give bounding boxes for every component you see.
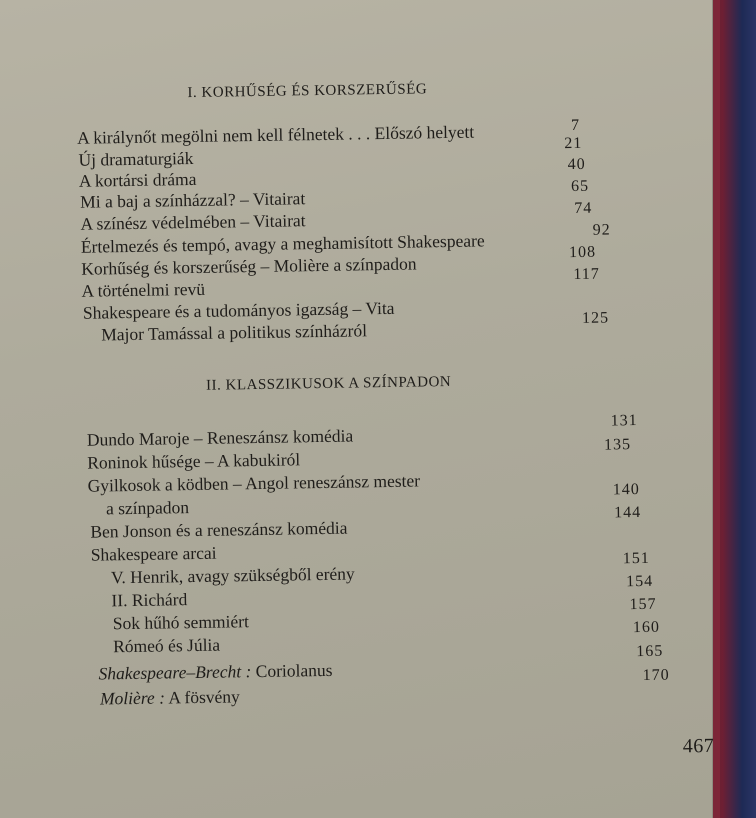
toc-entry: A kortársi dráma <box>78 168 197 191</box>
section-title: I. KORHŰSÉG ÉS KORSZERŰSÉG <box>187 81 428 102</box>
toc-entry: Shakespeare és a tudományos igazság – Vita <box>82 297 395 323</box>
toc-entry: A történelmi revü <box>81 278 206 301</box>
toc-entry: Gyilkosok a ködben – Angol reneszánsz mester <box>87 470 421 496</box>
toc-page: 144 <box>613 503 642 522</box>
toc-entry: Új dramaturgiák <box>78 147 194 170</box>
page-number: 467 <box>682 734 715 758</box>
section-title: II. KLASSZIKUSOK A SZÍNPADON <box>205 373 452 394</box>
toc-entry: Rómeó és Júlia <box>113 634 221 657</box>
toc-entry <box>98 659 333 684</box>
toc-entry: V. Henrik, avagy szükségből erény <box>110 563 355 588</box>
toc-page: 125 <box>581 309 610 327</box>
toc-entry: Mi a baj a színházzal? – Vitairat <box>80 188 306 212</box>
toc-entry: Dundo Maroje – Reneszánsz komédia <box>86 425 354 450</box>
toc-page: 140 <box>612 481 640 499</box>
toc-entry: a színpadon <box>105 497 190 519</box>
toc-author: Shakespeare–Brecht : <box>98 661 252 684</box>
toc-entry: Sok hűhó semmiért <box>112 611 250 634</box>
toc-title: Coriolanus <box>255 659 333 682</box>
toc-entry: A színész védelmében – Vitairat <box>80 210 306 234</box>
toc-entry <box>100 688 240 708</box>
toc-page: 7 <box>570 116 581 135</box>
toc-page: 40 <box>567 155 586 174</box>
toc-page: 21 <box>564 134 583 153</box>
toc-page: 154 <box>626 572 654 591</box>
toc-page: 151 <box>622 549 650 568</box>
toc-page: 135 <box>603 436 632 454</box>
toc-author: Molière : <box>99 687 166 709</box>
toc-page: 131 <box>610 412 638 430</box>
toc-entry: II. Richárd <box>111 589 188 611</box>
toc-page: 92 <box>592 221 611 239</box>
toc-title: A fösvény <box>168 686 240 708</box>
toc-entry: Roninok hűsége – A kabukiról <box>87 449 301 473</box>
toc-page: 170 <box>642 666 670 684</box>
toc-entry: Shakespeare arcai <box>90 542 217 565</box>
toc-page: 157 <box>629 595 657 614</box>
toc-page: 74 <box>574 199 593 218</box>
toc-page: 165 <box>636 642 664 661</box>
toc-page: 65 <box>570 177 590 196</box>
toc-entry: Értelmezés és tempó, avagy a meghamisított Shakespeare <box>80 230 485 257</box>
toc-entry: Major Tamással a politikus színházról <box>101 320 368 345</box>
toc-page: 160 <box>632 618 661 637</box>
toc-entry: Korhűség és korszerűség – Molière a színpadon <box>81 253 417 279</box>
toc-page: 117 <box>573 265 600 284</box>
toc-page: 108 <box>568 243 597 262</box>
toc-entry: A királynőt megölni nem kell félnetek . . . Előszó helyett <box>77 121 475 148</box>
toc-entry: Ben Jonson és a reneszánsz komédia <box>90 517 348 542</box>
